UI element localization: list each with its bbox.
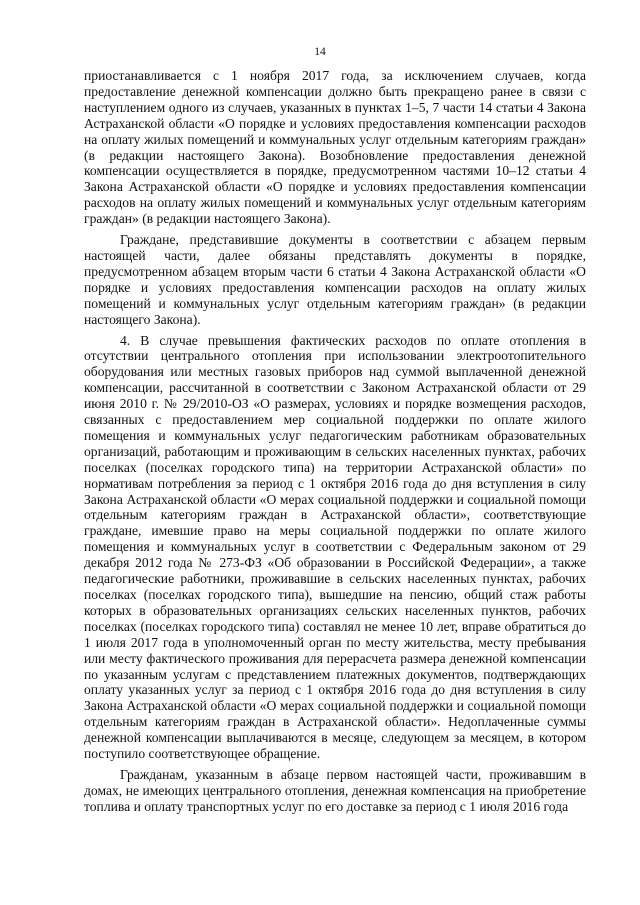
paragraph-citizens-heating: Гражданам, указанным в абзаце первом настоящей части, проживавшим в домах, не имеющих центрального отопления, денежная компенсация на приобретение топлива и оплату транспортных услуг по его доставке за период с 1 июля 2016 года <box>84 766 586 814</box>
paragraph-citizens-documents: Граждане, представившие документы в соответствии с абзацем первым настоящей части, далее обязаны представлять документы в порядке, предусмотренном абзацем вторым части 6 статьи 4 Закона Астраханской области «О порядке и условиях предоставления компенсации расходов на оплату жилых помещений и коммунальных услуг отдельным категориям граждан» (в редакции настоящего Закона). <box>84 232 586 327</box>
paragraph-clause-4: 4. В случае превышения фактических расходов по оплате отопления в отсутствии центрального отопления при использовании электроотопительного оборудования или местных газовых приборов над суммой выплаченной денежной компенсации, рассчитанной в соответствии с Законом Астраханской области от 29 июня 2010 г. № 29/2010-ОЗ «О размерах, условиях и порядке возмещения расходов, связанных с предоставлением мер социальной поддержки по оплате жилого помещения и коммунальных услуг педагогическим работникам образовательных организаций, работающим и проживающим в сельских населенных пунктах, рабочих поселках (поселках городского типа) на территории Астраханской области» по нормативам потребления за период с 1 октября 2016 года до дня вступления в силу Закона Астраханской области «О мерах социальной поддержки и социальной помощи отдельным категориям граждан в Астраханской области», соответствующие граждане, имевшие право на меры социальной поддержки по оплате жилого помещения и коммунальных услуг в соответствии с Федеральным законом от 29 декабря 2012 года № 273-ФЗ «Об образовании в Российской Федерации», а также педагогические работники, проживавшие в сельских населенных пунктах, рабочих поселках (поселках городского типа), вышедшие на пенсию, общий стаж работы которых в образовательных организациях сельских населенных пунктов, рабочих поселках (поселках городского типа) составлял не менее 10 лет, вправе обратиться до 1 июля 2017 года в уполномоченный орган по месту жительства, месту пребывания или месту фактического проживания для перерасчета размера денежной компенсации по указанным услугам с представлением платежных документов, подтверждающих оплату указанных услуг за период с 1 октября 2016 года до дня вступления в силу Закона Астраханской области «О мерах социальной поддержки и социальной помощи отдельным категориям граждан в Астраханской области». Недоплаченные суммы денежной компенсации выплачиваются в месяце, следующем за месяцем, в котором поступило соответствующее обращение. <box>84 332 586 762</box>
page-number: 14 <box>314 46 326 58</box>
paragraph-continuation: приостанавливается с 1 ноября 2017 года, за исключением случаев, когда предоставление денежной компенсации должно быть прекращено ранее в связи с наступлением одного из случаев, указанных в пунктах 1–5, 7 части 14 статьи 4 Закона Астраханской области «О порядке и условиях предоставления компенсации расходов на оплату жилых помещений и коммунальных услуг отдельным категориям граждан» (в редакции настоящего Закона). Возобновление предоставления денежной компенсации осуществляется в порядке, предусмотренном частями 10–12 статьи 4 Закона Астраханской области «О порядке и условиях предоставления компенсации расходов на оплату жилых помещений и коммунальных услуг отдельным категориям граждан» (в редакции настоящего Закона). <box>84 68 586 227</box>
document-body <box>84 68 586 820</box>
